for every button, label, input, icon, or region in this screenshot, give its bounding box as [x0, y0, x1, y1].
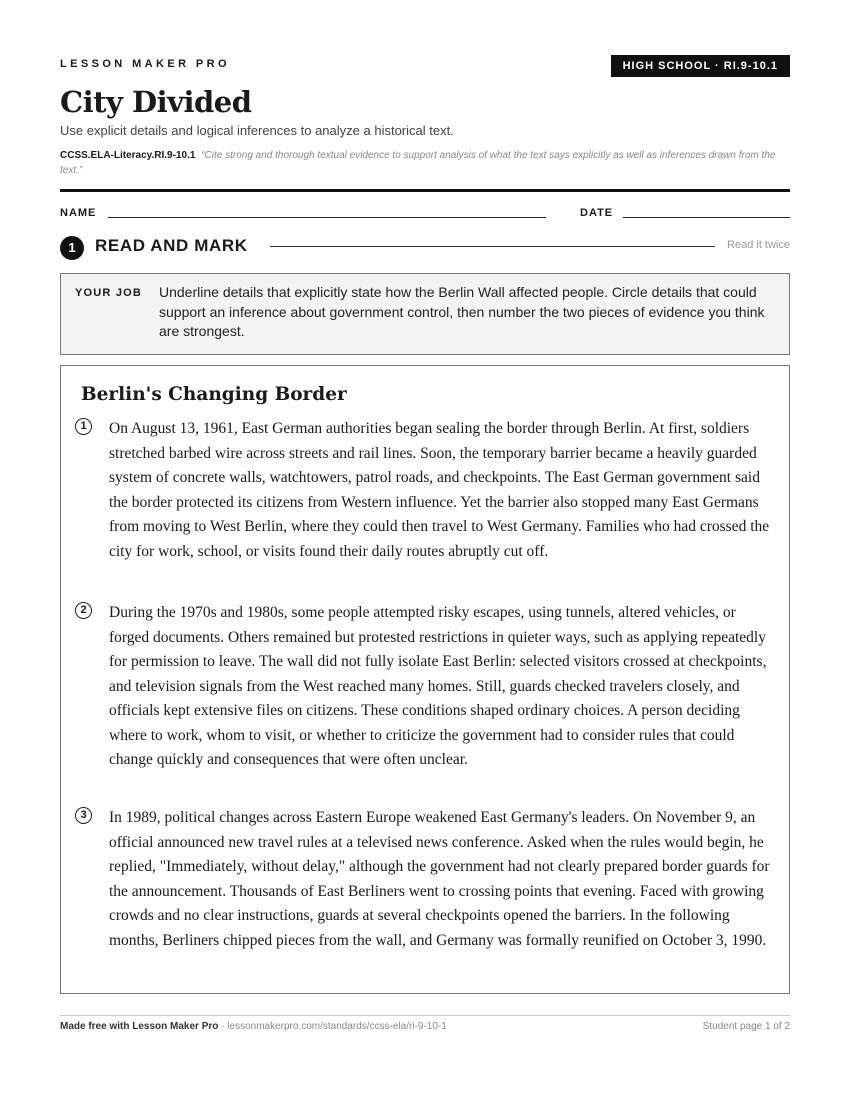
footer-made-with: Made free with Lesson Maker Pro: [60, 1021, 219, 1032]
footer-separator: ·: [221, 1021, 228, 1032]
paragraph-number-badge: 3: [75, 807, 92, 824]
reading-passage: [60, 365, 790, 994]
name-field[interactable]: [108, 217, 546, 218]
standard-text: “Cite strong and thorough textual evidence to support analysis of what the text says explicitly as well as inferences drawn from the text.”: [60, 150, 776, 176]
footer-credit: [60, 1021, 447, 1032]
date-field[interactable]: [623, 217, 790, 218]
passage-title: Berlin's Changing Border: [81, 384, 347, 405]
page-title: City Divided: [60, 85, 252, 119]
standard-statement: [60, 148, 790, 178]
header-divider: [60, 189, 790, 192]
date-label: DATE: [580, 207, 614, 219]
section-title: READ AND MARK: [95, 236, 248, 255]
job-instructions: Underline details that explicitly state how the Berlin Wall affected people. Circle details that could support an inference about government control, then number the two pieces of evidence you think are strongest.: [159, 284, 765, 339]
job-label: YOUR JOB: [75, 287, 143, 299]
paragraph-text: On August 13, 1961, East German authorities began sealing the border through Berlin. At first, soldiers stretched barbed wire across streets and rail lines. Soon, the temporary barrier became a heavily guarded system of concrete walls, watchtowers, patrol roads, and checkpoints. The East German government said the border protected its citizens from Western influence. Yet the barrier also stopped many East Germans from moving to West Berlin, where they could then travel to West Germany. Families who had crossed the city for work, school, or visits found their daily routes abruptly cut off.: [109, 420, 770, 560]
section-note: Read it twice: [727, 239, 790, 251]
brand-name: LESSON MAKER PRO: [60, 58, 230, 70]
paragraph-number-badge: 2: [75, 602, 92, 619]
paragraph-number-badge: 1: [75, 418, 92, 435]
paragraph-text: During the 1970s and 1980s, some people attempted risky escapes, using tunnels, altered vehicles, or forged documents. Others remained but protested restrictions in quieter ways, such as applying repeatedly for permission to leave. The wall did not fully isolate East Berlin: selected visitors crossed at checkpoints, and television signals from the West reached many homes. Still, guards checked travelers closely, and officials kept extensive files on citizens. These conditions shaped ordinary choices. A person deciding where to work, whom to visit, or whether to criticize the government had to consider rules that could change quickly and consequences that were often unclear.: [109, 604, 767, 768]
section-number-badge: 1: [60, 236, 84, 260]
name-label: NAME: [60, 207, 97, 219]
footer-page-label: Student page 1 of 2: [702, 1021, 790, 1032]
paragraph-text: In 1989, political changes across Eastern Europe weakened East Germany's leaders. On November 9, an official announced new travel rules at a televised news conference. Asked when the rules would begin, he replied, "Immediately, without delay," although the government had not clearly prepared border guards for the announcement. Thousands of East Berliners went to crossing points that evening. Faced with growing crowds and no clear instructions, guards at several checkpoints opened the barriers. In the following months, Berliners chipped pieces from the wall, and Germany was formally reunified on October 3, 1990.: [109, 809, 770, 949]
job-instructions-box: [60, 273, 790, 355]
level-badge: HIGH SCHOOL · RI.9-10.1: [611, 55, 790, 77]
page-subtitle: Use explicit details and logical inferences to analyze a historical text.: [60, 123, 454, 138]
standard-code: CCSS.ELA-Literacy.RI.9-10.1: [60, 150, 196, 161]
footer-divider: [60, 1015, 790, 1016]
footer-url[interactable]: lessonmakerpro.com/standards/ccss-ela/ri-9-10-1: [227, 1021, 447, 1032]
section-divider: [270, 246, 715, 247]
